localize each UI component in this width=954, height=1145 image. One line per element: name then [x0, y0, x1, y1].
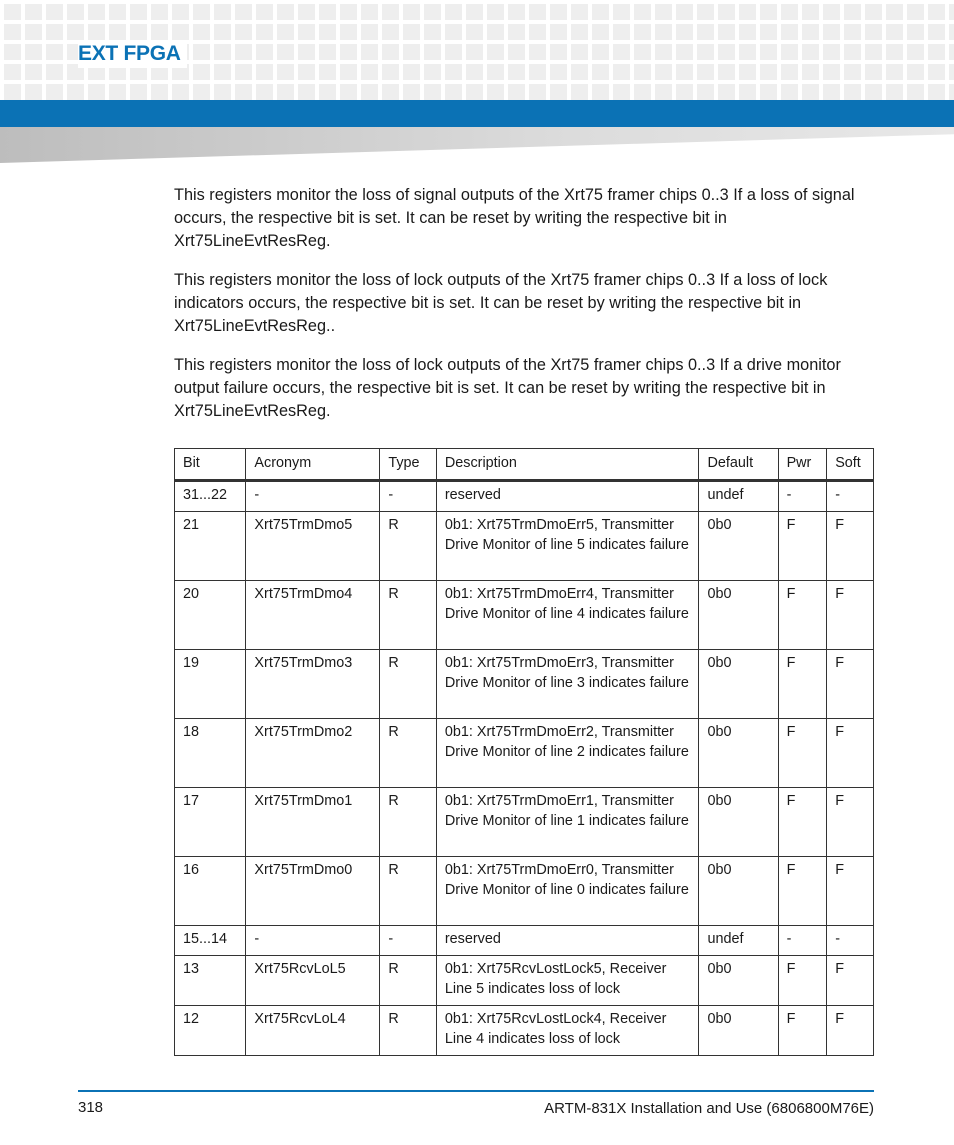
table-row	[175, 857, 874, 926]
cell-pwr: F	[778, 719, 827, 788]
table-header-row	[175, 449, 874, 481]
cell-pwr: F	[778, 788, 827, 857]
table-row	[175, 650, 874, 719]
document-reference: ARTM-831X Installation and Use (6806800M76E)	[544, 1100, 874, 1117]
cell-type: R	[380, 719, 437, 788]
cell-description: 0b1: Xrt75TrmDmoErr0, Transmitter Drive Monitor of line 0 indicates failure	[436, 857, 699, 926]
cell-bit: 17	[175, 788, 246, 857]
cell-pwr: F	[778, 581, 827, 650]
cell-bit: 16	[175, 857, 246, 926]
cell-acronym: Xrt75TrmDmo3	[246, 650, 380, 719]
paragraph-loss-of-signal: This registers monitor the loss of signal outputs of the Xrt75 framer chips 0..3 If a loss of signal occurs, the respective bit is set. It can be reset by writing the respective bit in Xrt75LineEvtResReg.	[174, 186, 855, 250]
header-bit: Bit	[175, 449, 246, 481]
cell-bit: 19	[175, 650, 246, 719]
cell-description: 0b1: Xrt75RcvLostLock4, Receiver Line 4 indicates loss of lock	[436, 1006, 699, 1056]
cell-description: reserved	[436, 926, 699, 956]
cell-acronym: Xrt75RcvLoL5	[246, 956, 380, 1006]
cell-type: R	[380, 512, 437, 581]
cell-bit: 20	[175, 581, 246, 650]
header-acronym: Acronym	[246, 449, 380, 481]
header-blue-band	[0, 100, 954, 127]
cell-acronym: Xrt75TrmDmo1	[246, 788, 380, 857]
page-number: 318	[78, 1099, 104, 1116]
cell-bit: 18	[175, 719, 246, 788]
cell-bit: 21	[175, 512, 246, 581]
cell-default: undef	[699, 926, 778, 956]
cell-soft: F	[827, 650, 874, 719]
cell-soft: F	[827, 788, 874, 857]
header-gray-wedge	[0, 127, 954, 163]
section-title: EXT FPGA	[78, 40, 187, 68]
register-table	[174, 448, 874, 1056]
paragraph-drive-monitor: This registers monitor the loss of lock outputs of the Xrt75 framer chips 0..3 If a drive monitor output failure occurs, the respective bit is set. It can be reset by writing the respective bit in Xrt75LineEvtResReg.	[174, 356, 841, 420]
header-type: Type	[380, 449, 437, 481]
cell-type: -	[380, 926, 437, 956]
cell-soft: F	[827, 581, 874, 650]
cell-pwr: F	[778, 650, 827, 719]
cell-type: R	[380, 788, 437, 857]
cell-acronym: -	[246, 481, 380, 512]
cell-default: 0b0	[699, 719, 778, 788]
cell-acronym: -	[246, 926, 380, 956]
table-row	[175, 788, 874, 857]
footer-rule	[78, 1090, 874, 1092]
cell-acronym: Xrt75TrmDmo2	[246, 719, 380, 788]
header-description: Description	[436, 449, 699, 481]
cell-bit: 31...22	[175, 481, 246, 512]
cell-type: R	[380, 650, 437, 719]
table-row	[175, 512, 874, 581]
cell-soft: F	[827, 956, 874, 1006]
cell-pwr: F	[778, 956, 827, 1006]
cell-type: R	[380, 857, 437, 926]
cell-acronym: Xrt75TrmDmo0	[246, 857, 380, 926]
cell-description: 0b1: Xrt75TrmDmoErr4, Transmitter Drive Monitor of line 4 indicates failure	[436, 581, 699, 650]
cell-default: 0b0	[699, 581, 778, 650]
cell-description: reserved	[436, 481, 699, 512]
cell-pwr: F	[778, 512, 827, 581]
cell-default: 0b0	[699, 956, 778, 1006]
cell-description: 0b1: Xrt75TrmDmoErr1, Transmitter Drive Monitor of line 1 indicates failure	[436, 788, 699, 857]
cell-bit: 12	[175, 1006, 246, 1056]
cell-default: 0b0	[699, 1006, 778, 1056]
paragraph-loss-of-lock: This registers monitor the loss of lock outputs of the Xrt75 framer chips 0..3 If a loss of lock indicators occurs, the respective bit is set. It can be reset by writing the respective bit in Xrt75LineEvtResReg..	[174, 271, 828, 335]
cell-acronym: Xrt75TrmDmo4	[246, 581, 380, 650]
body-text	[174, 184, 876, 439]
cell-type: R	[380, 1006, 437, 1056]
header-default: Default	[699, 449, 778, 481]
table-row	[175, 481, 874, 512]
cell-bit: 15...14	[175, 926, 246, 956]
cell-type: R	[380, 581, 437, 650]
cell-soft: F	[827, 1006, 874, 1056]
cell-description: 0b1: Xrt75TrmDmoErr5, Transmitter Drive Monitor of line 5 indicates failure	[436, 512, 699, 581]
cell-type: R	[380, 956, 437, 1006]
cell-default: undef	[699, 481, 778, 512]
cell-description: 0b1: Xrt75RcvLostLock5, Receiver Line 5 indicates loss of lock	[436, 956, 699, 1006]
cell-soft: -	[827, 481, 874, 512]
cell-soft: F	[827, 857, 874, 926]
cell-description: 0b1: Xrt75TrmDmoErr3, Transmitter Drive Monitor of line 3 indicates failure	[436, 650, 699, 719]
table-row	[175, 581, 874, 650]
cell-acronym: Xrt75RcvLoL4	[246, 1006, 380, 1056]
cell-soft: F	[827, 512, 874, 581]
table-row	[175, 1006, 874, 1056]
cell-bit: 13	[175, 956, 246, 1006]
cell-soft: F	[827, 719, 874, 788]
cell-default: 0b0	[699, 650, 778, 719]
cell-pwr: F	[778, 1006, 827, 1056]
cell-type: -	[380, 481, 437, 512]
cell-pwr: -	[778, 481, 827, 512]
cell-acronym: Xrt75TrmDmo5	[246, 512, 380, 581]
cell-soft: -	[827, 926, 874, 956]
cell-default: 0b0	[699, 788, 778, 857]
cell-pwr: F	[778, 857, 827, 926]
cell-description: 0b1: Xrt75TrmDmoErr2, Transmitter Drive Monitor of line 2 indicates failure	[436, 719, 699, 788]
table-row	[175, 956, 874, 1006]
cell-default: 0b0	[699, 857, 778, 926]
cell-default: 0b0	[699, 512, 778, 581]
header-soft: Soft	[827, 449, 874, 481]
header-pwr: Pwr	[778, 449, 827, 481]
cell-pwr: -	[778, 926, 827, 956]
table-row	[175, 719, 874, 788]
table-row	[175, 926, 874, 956]
